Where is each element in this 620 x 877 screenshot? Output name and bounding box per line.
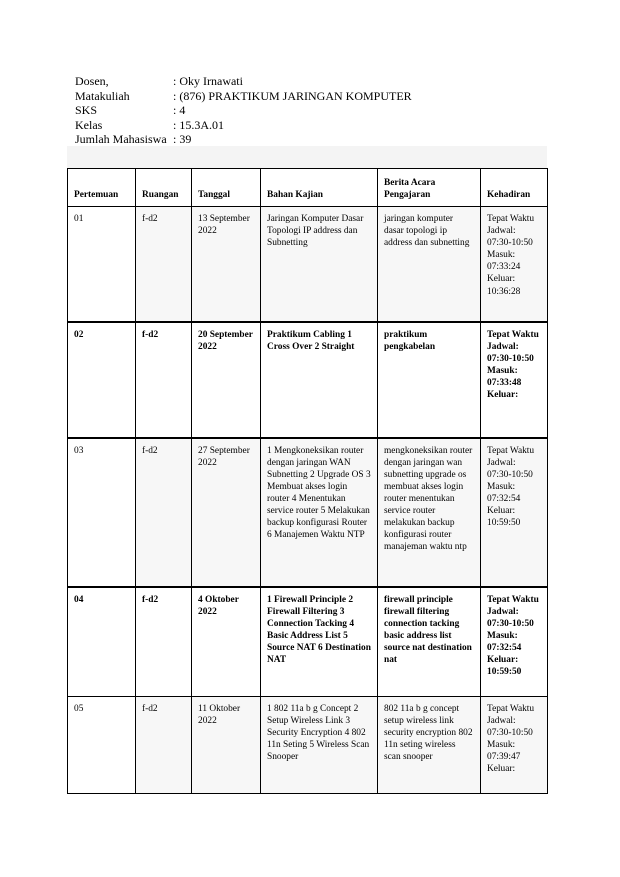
cell-bahan-kajian: 1 Mengkoneksikan router dengan jaringan WAN Subnetting 2 Upgrade OS 3 Membuat akses login router 4 Menentukan service router 5 Melakukan backup konfigurasi Router 6 Manajemen Waktu NTP (261, 438, 378, 587)
cell-bahan-kajian: 1 802 11a b g Concept 2 Setup Wireless Link 3 Security Encryption 4 802 11n Seting 5 Wireless Scan Snooper (261, 697, 378, 794)
cell-ruangan: f-d2 (136, 438, 192, 587)
col-header-berita-acara: Berita Acara Pengajaran (378, 169, 481, 207)
kelas-label: Kelas (75, 117, 103, 132)
cell-bahan-kajian: Praktikum Cabling 1 Cross Over 2 Straight (261, 322, 378, 438)
attendance-table (67, 168, 548, 794)
col-header-ruangan: Ruangan (136, 169, 192, 207)
table-header-row (68, 169, 548, 207)
matakuliah-value: : (876) PRAKTIKUM JARINGAN KOMPUTER (173, 88, 412, 103)
cell-berita-acara: 802 11a b g concept setup wireless link security encryption 802 11n seting wireless scan snooper (378, 697, 481, 794)
cell-ruangan: f-d2 (136, 322, 192, 438)
jumlah-label: Jumlah Mahasiswa (75, 132, 167, 146)
cell-bahan-kajian: 1 Firewall Principle 2 Firewall Filtering 3 Connection Tacking 4 Basic Address List 5 Source NAT 6 Destination NAT (261, 587, 378, 697)
kelas-value: : 15.3A.01 (173, 117, 224, 132)
cell-pertemuan: 04 (68, 587, 136, 697)
sks-row (75, 103, 412, 118)
cell-tanggal: 11 Oktober 2022 (192, 697, 261, 794)
sks-label: SKS (75, 103, 98, 117)
course-info (75, 74, 412, 147)
cell-kehadiran: Tepat Waktu Jadwal: 07:30-10:50 Masuk: 07:32:54 Keluar: 10:59:50 (481, 587, 548, 697)
cell-pertemuan: 01 (68, 207, 136, 322)
matakuliah-row (75, 89, 412, 104)
sks-value: : 4 (173, 103, 186, 117)
jumlah-value: : 39 (173, 132, 192, 146)
table-row (68, 587, 548, 697)
cell-tanggal: 13 September 2022 (192, 207, 261, 322)
cell-kehadiran: Tepat Waktu Jadwal: 07:30-10:50 Masuk: 07:33:48 Keluar: (481, 322, 548, 438)
cell-kehadiran: Tepat Waktu Jadwal: 07:30-10:50 Masuk: 07:39:47 Keluar: (481, 697, 548, 794)
cell-berita-acara: mengkoneksikan router dengan jaringan wan subnetting upgrade os membuat akses login router menentukan service router melakukan backup konfigurasi router manajeman waktu ntp (378, 438, 481, 587)
cell-pertemuan: 05 (68, 697, 136, 794)
cell-tanggal: 4 Oktober 2022 (192, 587, 261, 697)
cell-ruangan: f-d2 (136, 697, 192, 794)
matakuliah-label: Matakuliah (75, 88, 130, 103)
cell-ruangan: f-d2 (136, 207, 192, 322)
col-header-kehadiran: Kehadiran (481, 169, 548, 207)
col-header-bahan-kajian: Bahan Kajian (261, 169, 378, 207)
cell-kehadiran: Tepat Waktu Jadwal: 07:30-10:50 Masuk: 07:32:54 Keluar: 10:59:50 (481, 438, 548, 587)
table-row (68, 697, 548, 794)
cell-berita-acara: jaringan komputer dasar topologi ip address dan subnetting (378, 207, 481, 322)
cell-kehadiran: Tepat Waktu Jadwal: 07:30-10:50 Masuk: 07:33:24 Keluar: 10:36:28 (481, 207, 548, 322)
header-band (67, 146, 547, 168)
col-header-pertemuan: Pertemuan (68, 169, 136, 207)
jumlah-row (75, 132, 412, 147)
cell-tanggal: 20 September 2022 (192, 322, 261, 438)
table-row (68, 207, 548, 322)
cell-berita-acara: praktikum pengkabelan (378, 322, 481, 438)
cell-ruangan: f-d2 (136, 587, 192, 697)
cell-berita-acara: firewall principle firewall filtering connection tacking basic address list source nat destination nat (378, 587, 481, 697)
dosen-label: Dosen, (75, 74, 109, 88)
table-row (68, 322, 548, 438)
table-row (68, 438, 548, 587)
dosen-row (75, 74, 412, 89)
cell-bahan-kajian: Jaringan Komputer Dasar Topologi IP address dan Subnetting (261, 207, 378, 322)
col-header-tanggal: Tanggal (192, 169, 261, 207)
cell-pertemuan: 03 (68, 438, 136, 587)
kelas-row (75, 118, 412, 133)
cell-pertemuan: 02 (68, 322, 136, 438)
cell-tanggal: 27 September 2022 (192, 438, 261, 587)
dosen-value: : Oky Irnawati (173, 74, 243, 88)
